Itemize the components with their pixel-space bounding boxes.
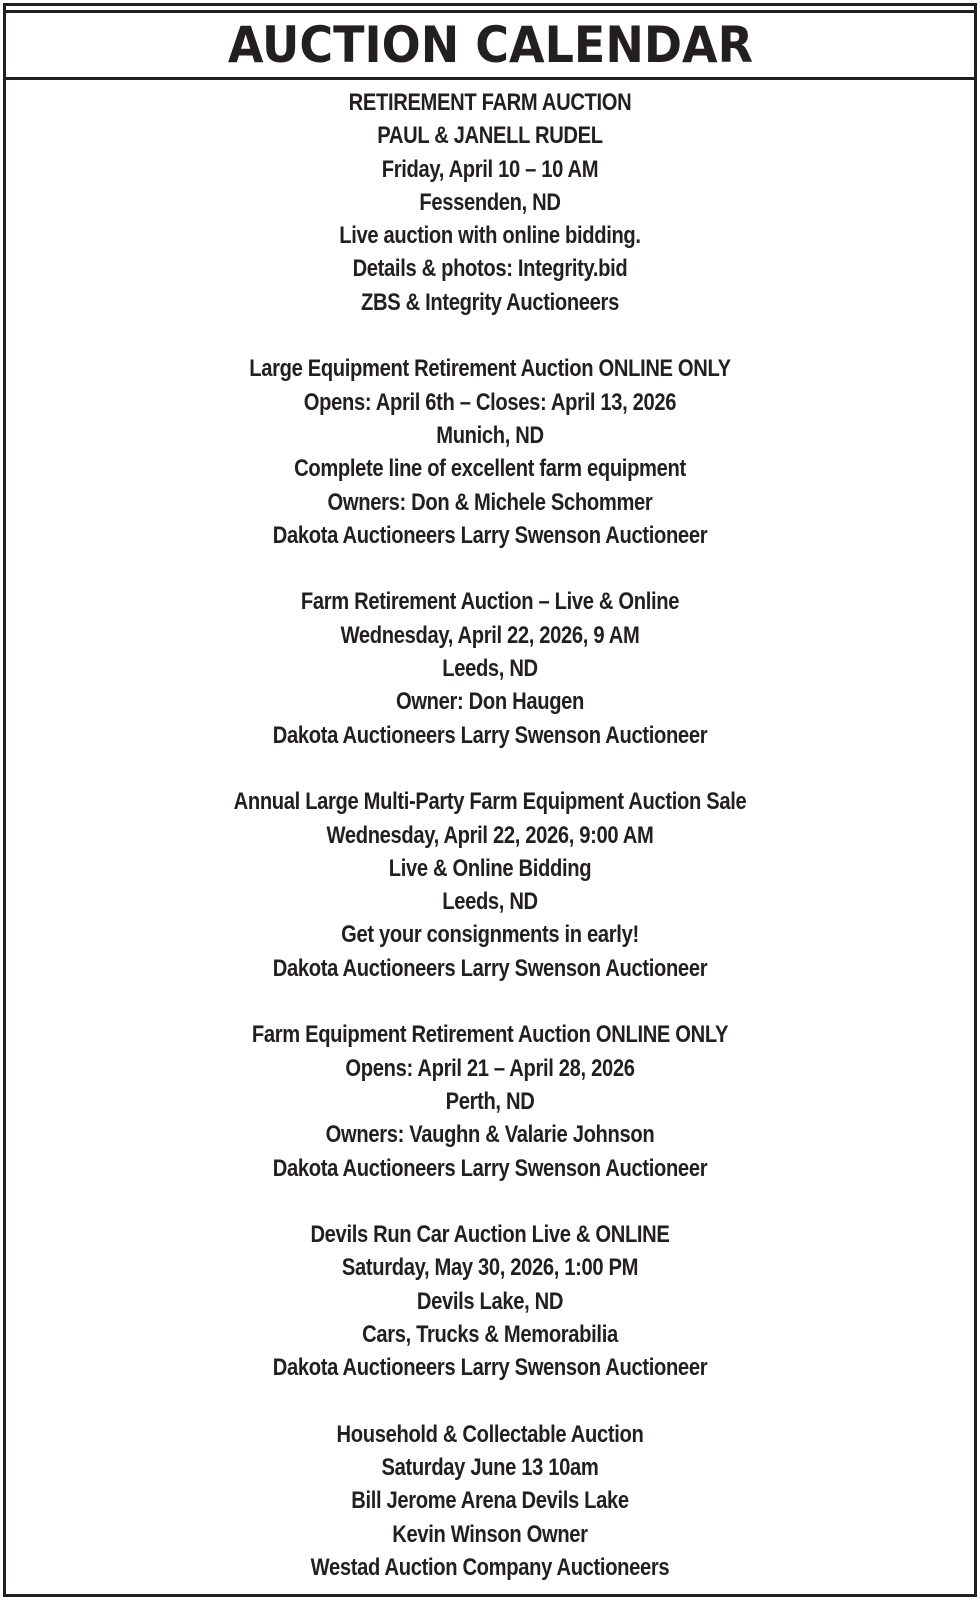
auction-listing — [3, 352, 977, 552]
listing-owner: Kevin Winson Owner — [392, 1520, 588, 1548]
listing-owner: Owners: Vaughn & Valarie Johnson — [325, 1121, 655, 1149]
top-double-rule — [3, 3, 977, 13]
listing-line: Details & photos: Integrity.bid — [352, 255, 628, 283]
page-title: AUCTION CALENDAR — [227, 16, 753, 74]
listing-date: Friday, April 10 – 10 AM — [381, 155, 599, 183]
listing-title: RETIREMENT FARM AUCTION — [348, 89, 632, 116]
listing-title: Devils Run Car Auction Live & ONLINE — [310, 1221, 670, 1249]
listing-line: PAUL & JANELL RUDEL — [377, 122, 603, 150]
listing-owner: Owners: Don & Michele Schommer — [327, 488, 653, 516]
listing-auctioneer: Dakota Auctioneers Larry Swenson Auctioneer — [272, 721, 708, 749]
listing-line: Live auction with online bidding. — [339, 222, 641, 250]
listing-title: Large Equipment Retirement Auction ONLINE ONLY — [249, 355, 731, 383]
listing-line: Live & Online Bidding — [388, 854, 592, 882]
listing-line: Complete line of excellent farm equipment — [294, 455, 686, 483]
listing-date: Saturday June 13 10am — [381, 1454, 599, 1482]
listing-location: Fessenden, ND — [419, 188, 561, 216]
listing-auctioneer: ZBS & Integrity Auctioneers — [361, 288, 619, 316]
listing-line: Get your consignments in early! — [341, 921, 639, 949]
listing-title: Farm Retirement Auction – Live & Online — [300, 588, 680, 616]
listing-title: Household & Collectable Auction — [336, 1420, 644, 1448]
auction-listing — [3, 1218, 977, 1384]
listing-date: Wednesday, April 22, 2026, 9:00 AM — [326, 821, 654, 849]
auction-listing — [3, 1418, 977, 1584]
listing-auctioneer: Dakota Auctioneers Larry Swenson Auctioneer — [272, 954, 708, 982]
listing-spacer — [3, 552, 977, 585]
listing-location: Bill Jerome Arena Devils Lake — [351, 1487, 629, 1515]
listing-date: Opens: April 6th – Closes: April 13, 2026 — [303, 388, 677, 416]
auction-listing — [3, 785, 977, 985]
listing-spacer — [3, 752, 977, 785]
listing-date: Saturday, May 30, 2026, 1:00 PM — [341, 1254, 639, 1282]
listing-auctioneer: Dakota Auctioneers Larry Swenson Auctioneer — [272, 1354, 708, 1382]
listing-title: Annual Large Multi-Party Farm Equipment Auction Sale — [233, 788, 747, 816]
listing-title: Farm Equipment Retirement Auction ONLINE ONLY — [251, 1021, 729, 1049]
listing-auctioneer: Dakota Auctioneers Larry Swenson Auctioneer — [272, 521, 708, 549]
listing-location: Devils Lake, ND — [416, 1287, 564, 1315]
listing-owner: Owner: Don Haugen — [395, 688, 585, 716]
listing-auctioneer: Westad Auction Company Auctioneers — [310, 1554, 670, 1582]
listing-date: Opens: April 21 – April 28, 2026 — [345, 1054, 635, 1082]
listing-line: Cars, Trucks & Memorabilia — [362, 1320, 618, 1348]
listing-spacer — [3, 1185, 977, 1218]
calendar-header — [3, 13, 977, 80]
listing-auctioneer: Dakota Auctioneers Larry Swenson Auctioneer — [272, 1154, 708, 1182]
listing-location: Munich, ND — [436, 421, 544, 449]
listing-location: Leeds, ND — [442, 655, 538, 683]
listing-date: Wednesday, April 22, 2026, 9 AM — [340, 621, 640, 649]
listing-location: Perth, ND — [445, 1087, 535, 1115]
listing-location: Leeds, ND — [442, 888, 538, 916]
auction-listing — [3, 585, 977, 751]
listing-spacer — [3, 985, 977, 1018]
listings-container — [3, 86, 977, 1584]
listing-spacer — [3, 1385, 977, 1418]
listing-spacer — [3, 319, 977, 352]
auction-listing — [3, 1018, 977, 1184]
auction-listing — [3, 86, 977, 319]
